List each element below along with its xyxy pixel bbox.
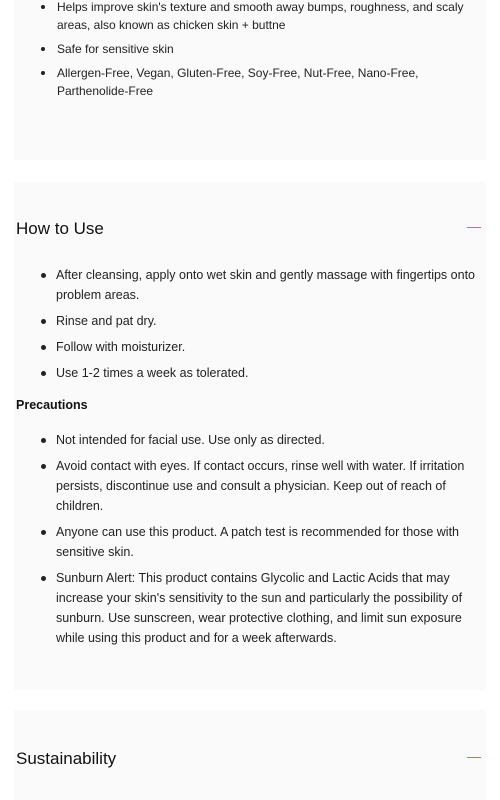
list-item: Avoid contact with eyes. If contact occurs, rinse well with water. If irritation persists, discontinue use and consult a physician. Keep out of reach of children. [56,456,488,516]
list-item: Follow with moisturizer. [56,337,488,357]
precautions-list [56,430,488,654]
list-item: Allergen-Free, Vegan, Gluten-Free, Soy-Free, Nut-Free, Nano-Free, Parthenolide-Free [57,64,477,100]
how-to-use-header[interactable]: How to Use [16,219,104,238]
list-item: Rinse and pat dry. [56,311,488,331]
minus-icon[interactable] [467,757,481,758]
sustainability-header[interactable]: Sustainability [16,749,117,768]
how-to-use-steps [56,265,488,389]
list-item: Not intended for facial use. Use only as directed. [56,430,488,450]
minus-icon[interactable] [467,227,481,228]
benefits-list [57,0,477,106]
precautions-heading: Precautions [16,398,88,412]
list-item: Sunburn Alert: This product contains Glycolic and Lactic Acids that may increase your skin's sensitivity to the sun and particularly the possibility of sunburn. Use sunscreen, wear protective clothing, and limit sun exposure while using this product and for a week afterwards. [56,568,488,648]
list-item: Safe for sensitive skin [57,40,477,58]
list-item: Helps improve skin's texture and smooth away bumps, roughness, and scaly areas, also known as chicken skin + buttne [57,0,477,34]
list-item: Anyone can use this product. A patch test is recommended for those with sensitive skin. [56,522,488,562]
list-item: Use 1-2 times a week as tolerated. [56,363,488,383]
list-item: After cleansing, apply onto wet skin and gently massage with fingertips onto problem areas. [56,265,488,305]
